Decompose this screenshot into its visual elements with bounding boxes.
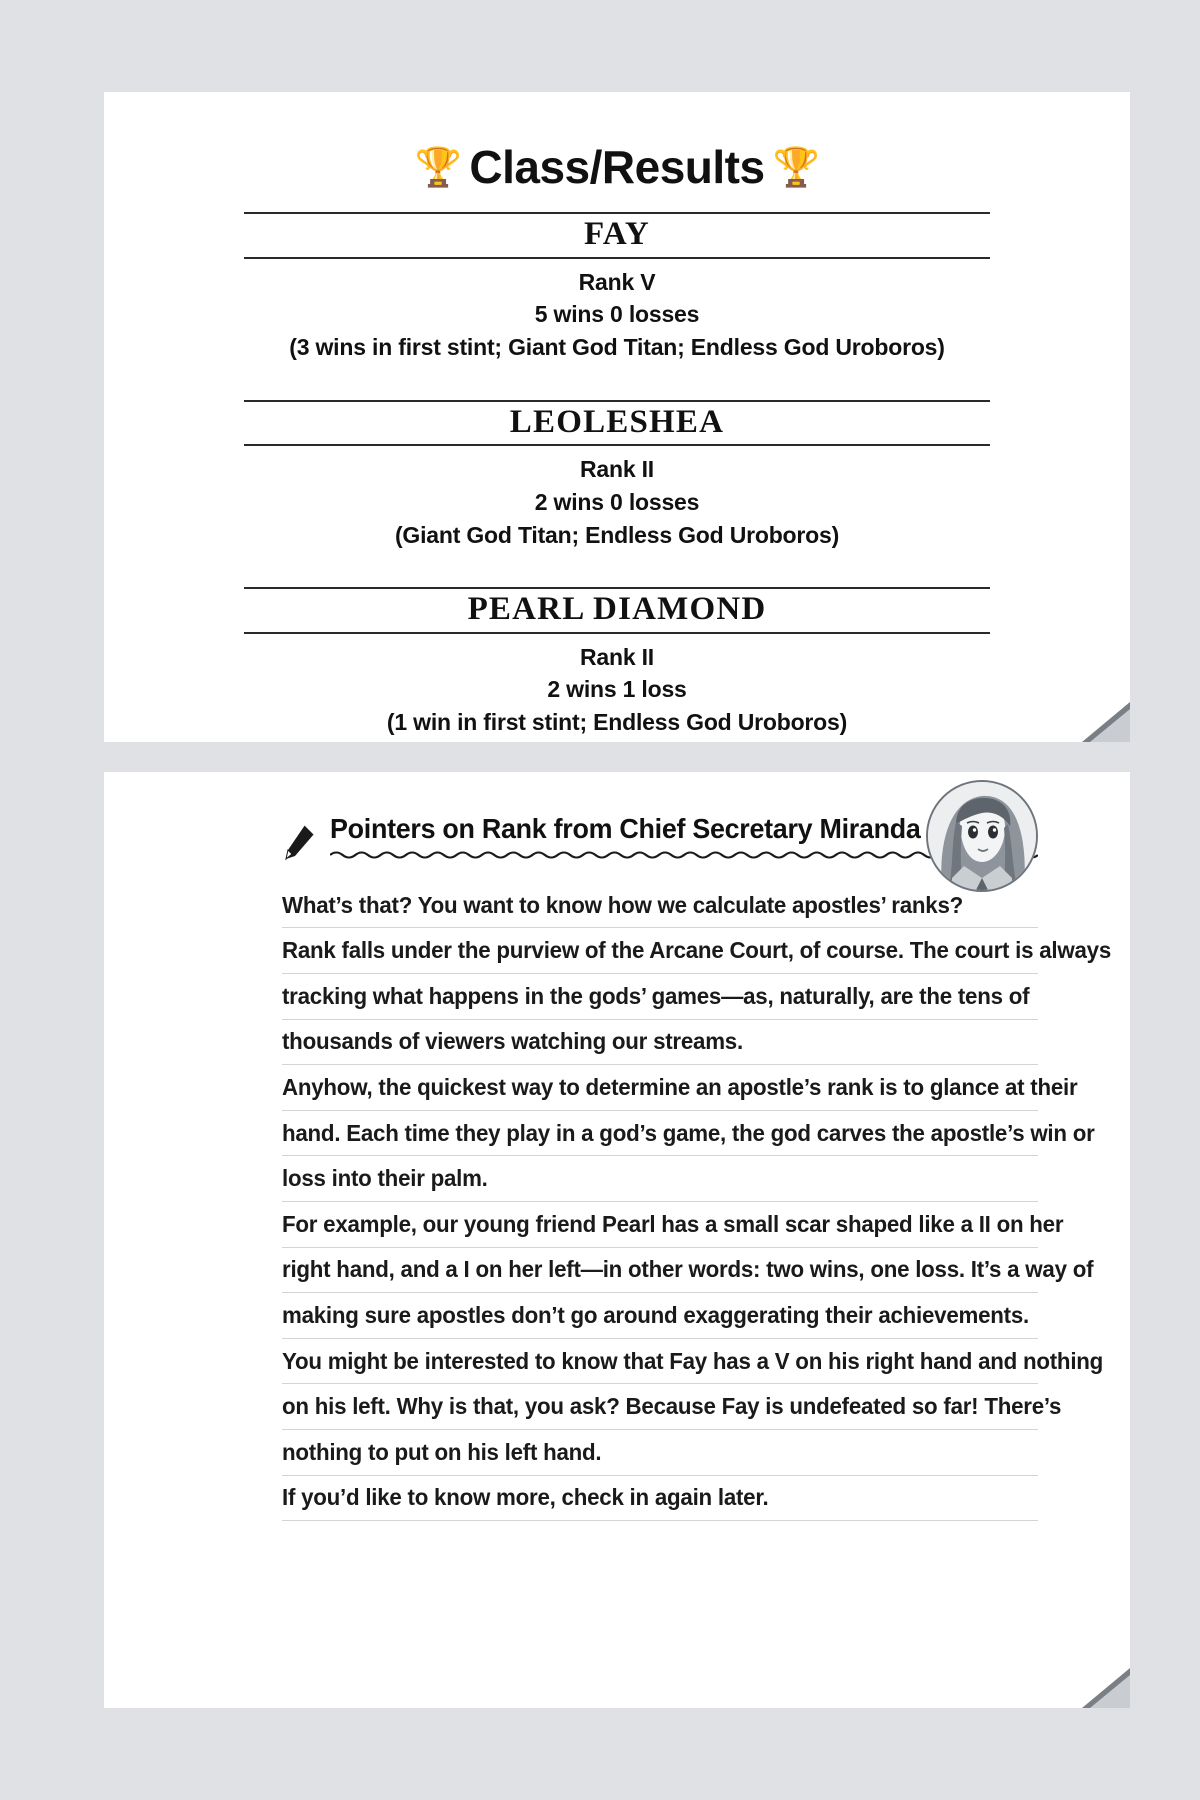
result-entry — [244, 587, 990, 739]
result-entry-details — [244, 259, 990, 364]
notes-header — [282, 814, 1038, 861]
result-entry-rank: Rank II — [579, 456, 654, 483]
result-entry-name: PEARL DIAMOND — [244, 587, 990, 634]
note-line-text: hand. Each time they play in a god’s game, the god carves the apostle’s win or — [282, 1119, 1095, 1146]
result-entry-name: FAY — [244, 212, 990, 259]
note-line-text: For example, our young friend Pearl has a small scar shaped like a II on her — [282, 1210, 1064, 1237]
note-line-text: tracking what happens in the gods’ games—as, naturally, are the tens of — [282, 982, 1030, 1009]
note-line-text: Anyhow, the quickest way to determine an apostle’s rank is to glance at their — [282, 1073, 1078, 1100]
note-line-text: on his left. Why is that, you ask? Because Fay is undefeated so far! There’s — [282, 1393, 1062, 1420]
note-line-text: What’s that? You want to know how we calculate apostles’ ranks? — [282, 891, 964, 918]
note-line — [282, 1293, 1038, 1339]
result-entry-detail: (1 win in first stint; Endless God Uroboros) — [386, 709, 848, 736]
page-title — [244, 140, 990, 194]
note-line-text: If you’d like to know more, check in again later. — [282, 1484, 769, 1511]
trophy-icon: 🏆 — [772, 147, 820, 189]
note-line — [282, 883, 1038, 929]
result-entry-rank: Rank II — [579, 643, 654, 670]
note-line-text: Rank falls under the purview of the Arcane Court, of course. The court is always — [282, 937, 1111, 964]
result-entry-detail: (3 wins in first stint; Giant God Titan; Endless God Uroboros) — [289, 333, 945, 360]
note-line — [282, 1248, 1094, 1294]
result-entry-record: 2 wins 0 losses — [534, 488, 700, 515]
note-line-text: nothing to put on his left hand. — [282, 1438, 602, 1465]
result-entry-detail: (Giant God Titan; Endless God Uroboros) — [394, 521, 840, 548]
note-line — [282, 928, 1111, 974]
note-line-text: right hand, and a I on her left—in other words: two wins, one loss. It’s a way of — [282, 1256, 1094, 1283]
note-line — [282, 1111, 1095, 1157]
note-line — [282, 1156, 1038, 1202]
pencil-icon — [282, 823, 316, 861]
results-content — [104, 92, 1130, 739]
rank-pointers-panel — [104, 772, 1130, 1708]
trophy-icon: 🏆 — [414, 147, 462, 189]
note-line — [282, 1476, 1038, 1522]
class-results-panel — [104, 92, 1130, 742]
result-entry — [244, 400, 990, 552]
note-line-text: loss into their palm. — [282, 1165, 488, 1192]
note-line — [282, 1430, 1038, 1476]
note-line — [282, 1020, 1038, 1066]
note-line-text: making sure apostles don’t go around exaggerating their achievements. — [282, 1301, 1029, 1328]
note-line-text: thousands of viewers watching our streams. — [282, 1028, 743, 1055]
note-line — [282, 1065, 1078, 1111]
note-line — [282, 1202, 1064, 1248]
result-entry-name: LEOLESHEA — [244, 400, 990, 447]
result-entry-details — [244, 634, 990, 739]
note-line — [282, 1384, 1062, 1430]
result-entry-record: 2 wins 1 loss — [547, 676, 687, 703]
note-line — [282, 974, 1038, 1020]
result-entry-rank: Rank V — [578, 268, 656, 295]
result-entry — [244, 212, 990, 364]
note-line-text: You might be interested to know that Fay has a V on his right hand and nothing — [282, 1347, 1104, 1374]
result-entry-details — [244, 446, 990, 551]
result-entry-record: 5 wins 0 losses — [534, 301, 700, 328]
page-corner-fold-icon — [1082, 702, 1130, 742]
note-line — [282, 1339, 1104, 1385]
avatar — [926, 780, 1038, 892]
page-corner-fold-icon — [1082, 1668, 1130, 1708]
notes-title: Pointers on Rank from Chief Secretary Miranda — [330, 813, 921, 844]
page-title-text: Class/Results — [469, 141, 765, 193]
miranda-portrait-icon — [928, 782, 1036, 890]
notes-lines — [282, 883, 1111, 1521]
notes-content — [104, 772, 1130, 1521]
